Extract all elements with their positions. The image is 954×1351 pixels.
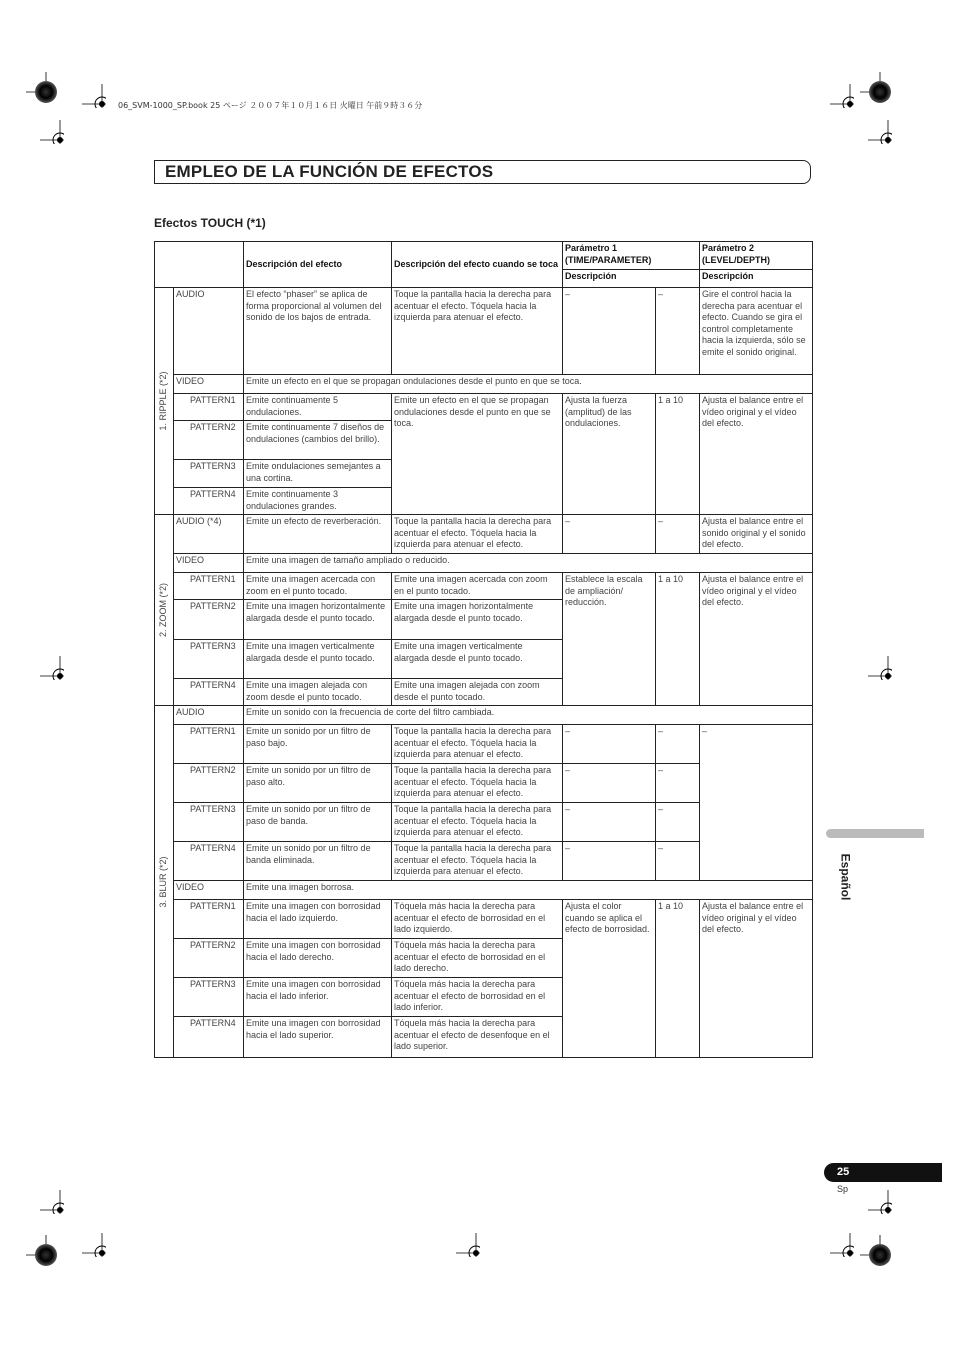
- touch-description: Tóquela más hacia la derecha para acentuar el efecto de borrosidad en el lado izquierdo.: [392, 900, 563, 939]
- effect-description: Emite una imagen verticalmente alargada desde el punto tocado.: [244, 640, 392, 679]
- touch-description: Toque la pantalla hacia la derecha para acentuar el efecto. Tóquela hacia la izquierda para atenuar el efecto.: [392, 803, 563, 842]
- registration-mark-icon: [868, 1190, 892, 1214]
- param1-description: –: [563, 515, 656, 554]
- param1-description: Ajusta el color cuando se aplica el efecto de borrosidad.: [563, 900, 656, 1058]
- table-row: [155, 375, 813, 394]
- row-label: AUDIO: [174, 288, 244, 375]
- page-title: EMPLEO DE LA FUNCIÓN DE EFECTOS: [165, 162, 494, 181]
- effect-description: Emite una imagen con borrosidad hacia el lado derecho.: [244, 939, 392, 978]
- row-label: PATTERN1: [174, 573, 244, 600]
- header-param2-desc: Descripción: [700, 270, 813, 288]
- row-label: VIDEO: [174, 375, 244, 394]
- registration-mark-icon: [868, 120, 892, 144]
- table-row: [155, 515, 813, 554]
- registration-mark-icon: [40, 120, 64, 144]
- registration-mark-icon: [82, 84, 106, 108]
- effect-description: Emite una imagen alejada con zoom desde el punto tocado.: [244, 679, 392, 706]
- param1-description: –: [563, 803, 656, 842]
- row-label: PATTERN1: [174, 725, 244, 764]
- row-full-description: Emite una imagen borrosa.: [244, 881, 813, 900]
- touch-description: Toque la pantalla hacia la derecha para acentuar el efecto. Tóquela hacia la izquierda para atenuar el efecto.: [392, 288, 563, 375]
- table-row: [155, 725, 813, 764]
- effect-description: Emite un sonido por un filtro de paso alto.: [244, 764, 392, 803]
- page-number-badge: [824, 1163, 942, 1182]
- touch-description: Emite una imagen acercada con zoom en el punto tocado.: [392, 573, 563, 600]
- param1-range: –: [656, 764, 700, 803]
- param1-description: Ajusta la fuerza (amplitud) de las ondulaciones.: [563, 394, 656, 515]
- registration-mark-icon: [40, 1190, 64, 1214]
- header-touch: Descripción del efecto cuando se toca: [392, 242, 563, 288]
- header-param1: Parámetro 1 (TIME/PARAMETER): [563, 242, 700, 270]
- param1-range: –: [656, 842, 700, 881]
- effect-description: Emite una imagen acercada con zoom en el punto tocado.: [244, 573, 392, 600]
- effect-description: Emite una imagen horizontalmente alargada desde el punto tocado.: [244, 600, 392, 640]
- header-blank: [155, 242, 244, 288]
- row-label: PATTERN3: [174, 803, 244, 842]
- row-label: PATTERN4: [174, 1017, 244, 1058]
- touch-description: Emite una imagen horizontalmente alargada desde el punto tocado.: [392, 600, 563, 640]
- touch-description: Tóquela más hacia la derecha para acentuar el efecto de desenfoque en el lado superior.: [392, 1017, 563, 1058]
- touch-description: Emite una imagen verticalmente alargada desde el punto tocado.: [392, 640, 563, 679]
- effect-description: Emite un sonido por un filtro de banda eliminada.: [244, 842, 392, 881]
- effect-description: Emite continuamente 7 diseños de ondulaciones (cambios del brillo).: [244, 421, 392, 460]
- section-label: 1. RIPPLE (*2): [158, 371, 169, 431]
- effect-description: Emite una imagen con borrosidad hacia el lado izquierdo.: [244, 900, 392, 939]
- table-row: [155, 706, 813, 725]
- row-label: VIDEO: [174, 554, 244, 573]
- header-param1-desc: Descripción: [563, 270, 700, 288]
- param1-description: –: [563, 725, 656, 764]
- row-label: PATTERN4: [174, 679, 244, 706]
- row-label: AUDIO: [174, 706, 244, 725]
- param1-range: 1 a 10: [656, 900, 700, 1058]
- param1-range: –: [656, 515, 700, 554]
- effect-description: El efecto “phaser” se aplica de forma proporcional al volumen del sonido de los bajos de entrada.: [244, 288, 392, 375]
- page-number: 25: [837, 1166, 850, 1178]
- row-label: PATTERN3: [174, 460, 244, 488]
- registration-mark-icon: [82, 1233, 106, 1257]
- color-target-icon: [35, 81, 57, 103]
- registration-mark-icon: [456, 1233, 480, 1257]
- row-label: PATTERN2: [174, 421, 244, 460]
- param2-description: Ajusta el balance entre el vídeo original y el vídeo del efecto.: [700, 573, 813, 706]
- param1-range: –: [656, 725, 700, 764]
- param1-description: Establece la escala de ampliación/ reducción.: [563, 573, 656, 706]
- registration-mark-icon: [830, 84, 854, 108]
- param1-range: 1 a 10: [656, 394, 700, 515]
- table-row: [155, 394, 813, 421]
- registration-mark-icon: [40, 656, 64, 680]
- row-label: PATTERN2: [174, 600, 244, 640]
- param2-description: Ajusta el balance entre el sonido original y el sonido del efecto.: [700, 515, 813, 554]
- param2-description: Ajusta el balance entre el vídeo original y el vídeo del efecto.: [700, 900, 813, 1058]
- color-target-icon: [35, 1244, 57, 1266]
- row-label: PATTERN2: [174, 764, 244, 803]
- row-full-description: Emite un efecto en el que se propagan ondulaciones desde el punto en que se toca.: [244, 375, 813, 394]
- registration-mark-icon: [868, 656, 892, 680]
- row-label: PATTERN3: [174, 640, 244, 679]
- effect-description: Emite una imagen con borrosidad hacia el lado inferior.: [244, 978, 392, 1017]
- header-description: Descripción del efecto: [244, 242, 392, 288]
- param1-description: –: [563, 842, 656, 881]
- header-row: [155, 242, 813, 270]
- touch-description: Toque la pantalla hacia la derecha para acentuar el efecto. Tóquela hacia la izquierda para atenuar el efecto.: [392, 725, 563, 764]
- touch-description: Emite una imagen alejada con zoom desde el punto tocado.: [392, 679, 563, 706]
- table-row: [155, 288, 813, 375]
- row-label: AUDIO (*4): [174, 515, 244, 554]
- row-label: PATTERN1: [174, 394, 244, 421]
- table-row: [155, 573, 813, 600]
- section-label-cell: [155, 288, 174, 515]
- param1-range: 1 a 10: [656, 573, 700, 706]
- param1-description: –: [563, 764, 656, 803]
- row-label: PATTERN2: [174, 939, 244, 978]
- section-label-cell: [155, 515, 174, 706]
- section-heading: Efectos TOUCH (*1): [154, 216, 266, 230]
- section-label-cell: [155, 706, 174, 1058]
- effects-table: [154, 241, 813, 1058]
- param2-description: –: [700, 725, 813, 881]
- color-target-icon: [869, 81, 891, 103]
- table-row: [155, 881, 813, 900]
- section-label: 2. ZOOM (*2): [158, 582, 169, 638]
- row-label: PATTERN1: [174, 900, 244, 939]
- page-language-code: Sp: [837, 1184, 849, 1194]
- param1-range: –: [656, 288, 700, 375]
- header-param2: Parámetro 2 (LEVEL/DEPTH): [700, 242, 813, 270]
- row-full-description: Emite una imagen de tamaño ampliado o reducido.: [244, 554, 813, 573]
- registration-mark-icon: [830, 1233, 854, 1257]
- effect-description: Emite un sonido por un filtro de paso bajo.: [244, 725, 392, 764]
- section-label: 3. BLUR (*2): [158, 855, 169, 908]
- print-meta-line: 06_SVM-1000_SP.book 25 ページ ２００７年１０月１６日 火曜日 午前９時３６分: [118, 101, 423, 110]
- param1-description: –: [563, 288, 656, 375]
- touch-description: Toque la pantalla hacia la derecha para acentuar el efecto. Tóquela hacia la izquierda para atenuar el efecto.: [392, 515, 563, 554]
- page-title-bar: [154, 160, 811, 184]
- table-row: [155, 554, 813, 573]
- language-label: Español: [838, 853, 853, 901]
- param2-description: Ajusta el balance entre el vídeo original y el vídeo del efecto.: [700, 394, 813, 515]
- touch-description: Tóquela más hacia la derecha para acentuar el efecto de borrosidad en el lado inferior.: [392, 978, 563, 1017]
- touch-description: Toque la pantalla hacia la derecha para acentuar el efecto. Tóquela hacia la izquierda para atenuar el efecto.: [392, 764, 563, 803]
- effect-description: Emite un sonido por un filtro de paso de banda.: [244, 803, 392, 842]
- touch-description: Toque la pantalla hacia la derecha para acentuar el efecto. Tóquela hacia la izquierda para atenuar el efecto.: [392, 842, 563, 881]
- color-target-icon: [869, 1244, 891, 1266]
- effect-description: Emite ondulaciones semejantes a una cortina.: [244, 460, 392, 488]
- touch-description: Emite un efecto en el que se propagan ondulaciones desde el punto en que se toca.: [392, 394, 563, 515]
- effect-description: Emite una imagen con borrosidad hacia el lado superior.: [244, 1017, 392, 1058]
- touch-description: Tóquela más hacia la derecha para acentuar el efecto de borrosidad en el lado derecho.: [392, 939, 563, 978]
- param1-range: –: [656, 803, 700, 842]
- table-row: [155, 900, 813, 939]
- effect-description: Emite un efecto de reverberación.: [244, 515, 392, 554]
- param2-description: Gire el control hacia la derecha para acentuar el efecto. Cuando se gira el control completamente hacia la izquierda, sólo se emite el sonido original.: [700, 288, 813, 375]
- effect-description: Emite continuamente 5 ondulaciones.: [244, 394, 392, 421]
- row-label: PATTERN3: [174, 978, 244, 1017]
- row-label: PATTERN4: [174, 488, 244, 515]
- row-label: VIDEO: [174, 881, 244, 900]
- effect-description: Emite continuamente 3 ondulaciones grandes.: [244, 488, 392, 515]
- row-label: PATTERN4: [174, 842, 244, 881]
- row-full-description: Emite un sonido con la frecuencia de corte del filtro cambiada.: [244, 706, 813, 725]
- language-tab: [826, 829, 924, 838]
